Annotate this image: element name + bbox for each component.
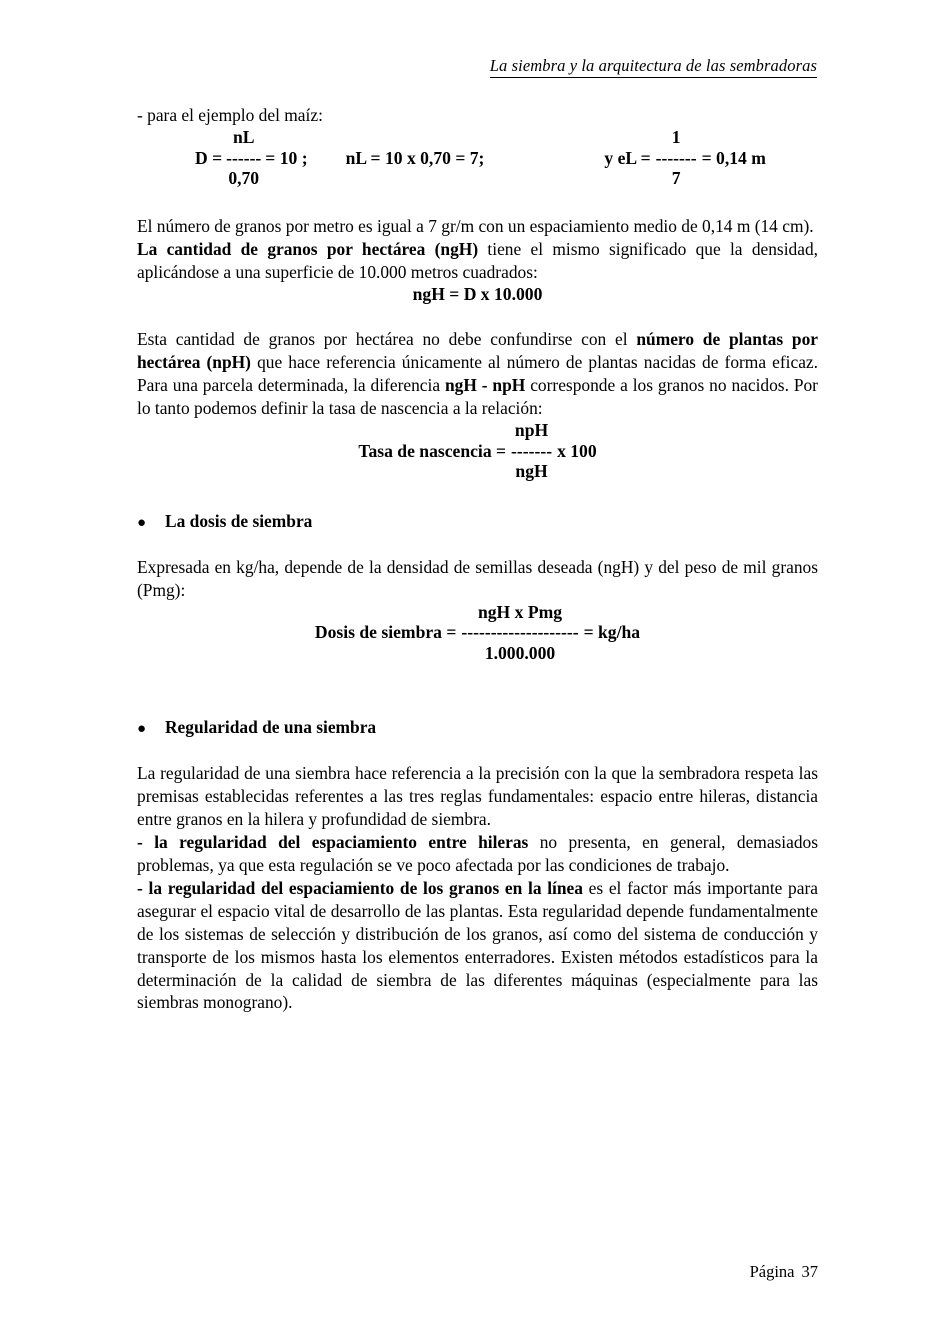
paragraph-npH-d: corresponde a los granos no nacidos. Por lo tanto podemos definir la tasa de nascencia a la relación:	[137, 374, 818, 418]
paragraph-npH	[137, 328, 818, 420]
bullet-item-regularidad	[137, 716, 818, 740]
formula1-right-lhs: y eL =	[604, 147, 651, 168]
paragraph-granos-por-metro: El número de granos por metro es igual a 7 gr/m con un espaciamiento medio de 0,14 m (14 cm).	[137, 216, 814, 237]
formula2-expression: ngH = D x 10.000	[412, 284, 543, 305]
footer-page-word: Página	[749, 1262, 795, 1281]
formula1-left-lhs: D =	[195, 147, 223, 168]
formula-block-3	[137, 420, 818, 482]
formula3-rhs: x 100	[557, 440, 597, 461]
formula4-numerator: ngH x Pmg	[477, 601, 563, 622]
paragraph-espaciamiento-hileras	[137, 831, 818, 877]
formula1-right-numerator: 1	[671, 126, 681, 147]
formula1-left-rhs: = 10 ;	[265, 147, 308, 168]
formula4-lhs: Dosis de siembra =	[314, 622, 457, 643]
formula-block-4	[137, 602, 818, 664]
paragraph-npH-bold-2: ngH - npH	[444, 374, 526, 395]
formula-block-1	[137, 127, 818, 189]
paragraph-espaciamiento-hileras-dash: -	[137, 831, 155, 852]
paragraph-dosis-expresada: Expresada en kg/ha, depende de la densidad de semillas deseada (ngH) y del peso de mil granos (Pmg):	[137, 556, 818, 600]
header-title: La siembra y la arquitectura de las sembradoras	[490, 56, 817, 78]
bullet-item-dosis-de-siembra	[137, 510, 818, 534]
formula1-right-bar: -------	[655, 147, 697, 168]
paragraph-espaciamiento-linea-rest: es el factor más importante para asegurar el espacio vital de desarrollo de las plantas. Esta regularidad depende fundamentalmente de los sistemas de selección y distribución de los granos, así como del sistema de conducción y transporte de los mismos hasta los elementos enterradores. Existen métodos estadísticos para la determinación de la calidad de siembra de las diferentes máquinas (especialmente para las siembras monograno).	[137, 877, 818, 1013]
page-content	[137, 104, 818, 1014]
paragraph-npH-bold-1: número de plantas por hectárea (npH)	[137, 328, 818, 372]
formula-block-2	[137, 284, 818, 305]
bullet-dot-icon-2: ●	[137, 720, 147, 737]
formula1-right-rhs: = 0,14 m	[701, 147, 766, 168]
paragraph-espaciamiento-linea-bold: la regularidad del espaciamiento de los granos en la línea	[148, 877, 583, 898]
formula1-left-numerator: nL	[232, 126, 255, 147]
paragraph-npH-c: que hace referencia únicamente al número de plantas nacidas de forma eficaz. Para una parcela determinada, la diferencia	[137, 351, 818, 395]
paragraph-espaciamiento-hileras-rest: no presenta, en general, demasiados problemas, ya que esta regulación se ve poco afectada por las condiciones de trabajo.	[137, 831, 819, 875]
bullet-item-label-regularidad: Regularidad de una siembra	[165, 716, 377, 737]
paragraph-espaciamiento-hileras-bold: la regularidad del espaciamiento entre hileras	[154, 831, 529, 852]
bullet-item-label-dosis: La dosis de siembra	[165, 511, 313, 531]
formula1-right-denominator: 7	[671, 168, 681, 189]
bullet-dot-icon: ●	[137, 515, 147, 531]
formula1-left-fraction	[226, 127, 261, 189]
paragraph-cantidad-granos-rest: tiene el mismo significado que la densidad, aplicándose a una superficie de 10.000 metros cuadrados:	[137, 239, 818, 283]
formula3-bar: -------	[511, 440, 553, 461]
formula1-left-bar: ------	[226, 147, 262, 168]
formula3-fraction	[511, 420, 552, 482]
paragraph-npH-a: Esta cantidad de granos por hectárea no debe confundirse con el	[137, 328, 637, 349]
formula4-rhs: = kg/ha	[583, 622, 641, 643]
formula1-right-fraction	[656, 127, 697, 189]
formula3-denominator: ngH	[515, 461, 548, 482]
formula4-denominator: 1.000.000	[484, 643, 556, 664]
formula3-lhs: Tasa de nascencia =	[358, 440, 507, 461]
paragraph-cantidad-granos	[137, 238, 818, 284]
running-header	[137, 56, 817, 78]
paragraph-espaciamiento-linea	[137, 877, 818, 1015]
paragraph-cantidad-granos-bold: La cantidad de granos por hectárea (ngH)	[137, 239, 479, 260]
paragraph-espaciamiento-linea-dash: -	[137, 877, 149, 898]
formula4-bar: --------------------	[461, 622, 579, 643]
formula3-numerator: npH	[514, 419, 549, 440]
formula1-middle: nL = 10 x 0,70 = 7;	[345, 147, 485, 168]
formula1-left-denominator: 0,70	[228, 168, 260, 189]
intro-line: - para el ejemplo del maíz:	[137, 105, 323, 125]
paragraph-regularidad-intro: La regularidad de una siembra hace referencia a la precisión con la que la sembradora respeta las premisas establecidas referentes a las tres reglas fundamentales: espacio entre hileras, distancia entre granos en la hilera y profundidad de siembra.	[137, 762, 818, 829]
page-footer	[137, 1262, 818, 1282]
footer-page-number: 37	[801, 1262, 818, 1281]
formula4-fraction	[461, 602, 578, 664]
